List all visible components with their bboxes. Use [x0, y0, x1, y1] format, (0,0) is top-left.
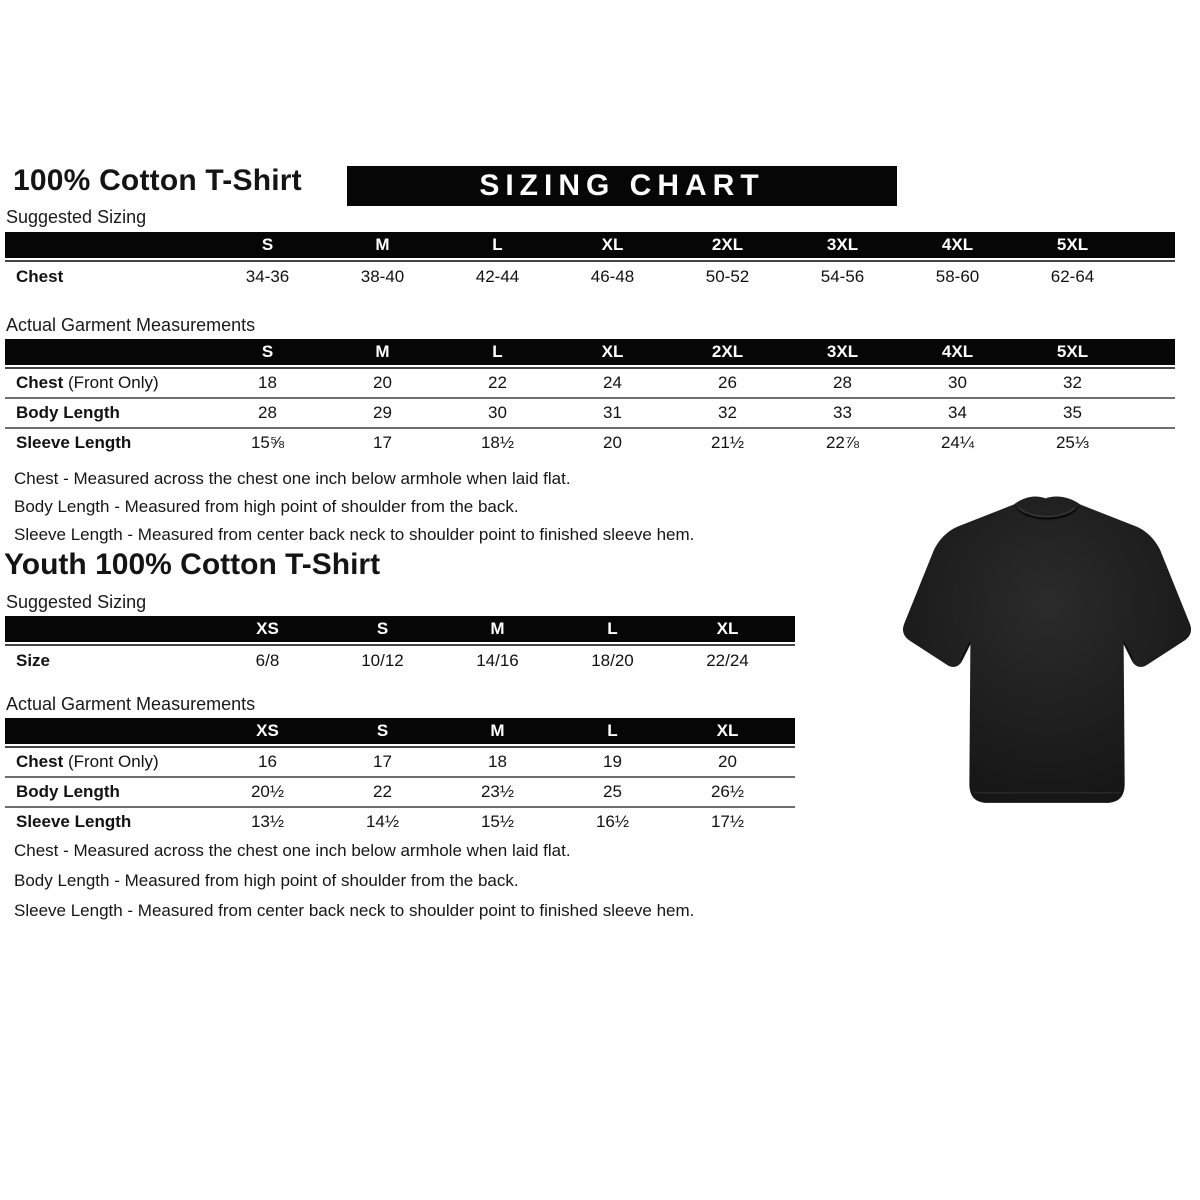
value-cell: 24: [603, 373, 622, 392]
adult-suggested-header-row: [5, 232, 1175, 258]
youth-suggested-header-row: [5, 616, 795, 642]
column-header-3xl: 3XL: [826, 235, 859, 254]
value-cell: 30: [948, 373, 967, 392]
column-header-xl: XL: [601, 235, 624, 254]
value-cell: 17: [373, 752, 392, 771]
column-header-s: S: [376, 721, 389, 740]
column-header-l: L: [607, 721, 618, 740]
value-cell: 32: [1063, 373, 1082, 392]
value-cell: 17½: [710, 812, 745, 831]
column-header-s: S: [261, 235, 274, 254]
column-header-m: M: [490, 721, 505, 740]
value-cell: 15⅝: [250, 433, 285, 452]
value-cell: 54-56: [820, 267, 865, 286]
row-label: Sleeve Length: [16, 812, 132, 831]
column-header-s: S: [376, 619, 389, 638]
note-chest-definition: Chest - Measured across the chest one inch below armhole when laid flat.: [14, 469, 571, 488]
value-cell: 42-44: [475, 267, 520, 286]
value-cell: 18½: [480, 433, 515, 452]
column-header-xs: XS: [256, 721, 279, 740]
value-cell: 15½: [480, 812, 515, 831]
value-cell: 21½: [710, 433, 745, 452]
youth-size-row: [5, 646, 795, 676]
adult-measurements-table: [5, 339, 1175, 457]
row-label: Body Length: [16, 403, 120, 422]
youth-suggested-sizing-label: Suggested Sizing: [6, 592, 147, 612]
adult-measurements-header-row: [5, 339, 1175, 365]
adult-measurements-label: Actual Garment Measurements: [6, 315, 256, 335]
row-label: Size: [16, 651, 51, 670]
youth-measurements-label: Actual Garment Measurements: [6, 694, 256, 714]
value-cell: 19: [603, 752, 622, 771]
value-cell: 14/16: [476, 651, 519, 670]
value-cell: 16: [258, 752, 277, 771]
note-sleeve-length-definition: Sleeve Length - Measured from center back neck to shoulder point to finished sleeve hem.: [14, 901, 695, 920]
tshirt-body-shape: [903, 497, 1191, 803]
value-cell: 28: [833, 373, 852, 392]
value-cell: 62-64: [1050, 267, 1095, 286]
value-cell: 17: [373, 433, 392, 452]
value-cell: 18: [258, 373, 277, 392]
value-cell: 32: [718, 403, 737, 422]
value-cell: 13½: [250, 812, 285, 831]
value-cell: 16½: [595, 812, 630, 831]
note-chest-definition: Chest - Measured across the chest one inch below armhole when laid flat.: [14, 841, 571, 860]
value-cell: 18/20: [591, 651, 634, 670]
note-body-length-definition: Body Length - Measured from high point of shoulder from the back.: [14, 871, 519, 890]
column-header-5xl: 5XL: [1056, 342, 1089, 361]
value-cell: 6/8: [255, 651, 280, 670]
adult-section-title: 100% Cotton T-Shirt: [13, 164, 302, 197]
value-cell: 22: [488, 373, 507, 392]
value-cell: 25⅓: [1055, 433, 1090, 452]
youth-measurements-header-row: [5, 718, 795, 744]
youth-section-title: Youth 100% Cotton T-Shirt: [4, 548, 381, 581]
value-cell: 38-40: [360, 267, 405, 286]
sizing-chart-banner: SIZING CHART: [347, 166, 897, 206]
value-cell: 33: [833, 403, 852, 422]
value-cell: 46-48: [590, 267, 635, 286]
value-cell: 20: [718, 752, 737, 771]
column-header-l: L: [492, 342, 503, 361]
column-header-2xl: 2XL: [711, 235, 744, 254]
black-tshirt-image: [893, 476, 1198, 811]
value-cell: 20: [373, 373, 392, 392]
value-cell: 20: [603, 433, 622, 452]
value-cell: 24¼: [940, 433, 975, 452]
value-cell: 25: [603, 782, 622, 801]
column-header-m: M: [375, 342, 390, 361]
value-cell: 22/24: [706, 651, 749, 670]
adult-chest-row: [5, 369, 1175, 397]
value-cell: 22: [373, 782, 392, 801]
adult-suggested-sizing-table: [5, 232, 1175, 292]
column-header-m: M: [375, 235, 390, 254]
column-header-s: S: [261, 342, 274, 361]
note-body-length-definition: Body Length - Measured from high point of shoulder from the back.: [14, 497, 519, 516]
column-header-5xl: 5XL: [1056, 235, 1089, 254]
value-cell: 58-60: [935, 267, 980, 286]
youth-measurement-notes: [14, 836, 694, 926]
column-header-l: L: [607, 619, 618, 638]
adult-measurement-notes: [14, 465, 694, 549]
column-header-xl: XL: [716, 619, 739, 638]
value-cell: 14½: [365, 812, 400, 831]
row-label: Chest (Front Only): [16, 752, 159, 771]
value-cell: 28: [258, 403, 277, 422]
column-header-3xl: 3XL: [826, 342, 859, 361]
value-cell: 34-36: [245, 267, 290, 286]
column-header-4xl: 4XL: [941, 235, 974, 254]
youth-body-length-row: [5, 776, 795, 806]
value-cell: 26: [718, 373, 737, 392]
row-label: Body Length: [16, 782, 120, 801]
column-header-l: L: [492, 235, 503, 254]
adult-sleeve-length-row: [5, 427, 1175, 457]
youth-suggested-sizing-table: [5, 616, 795, 676]
value-cell: 22⅞: [825, 433, 860, 452]
column-header-xs: XS: [256, 619, 279, 638]
value-cell: 20½: [250, 782, 285, 801]
value-cell: 31: [603, 403, 622, 422]
column-header-2xl: 2XL: [711, 342, 744, 361]
youth-sleeve-length-row: [5, 806, 795, 836]
youth-chest-row: [5, 748, 795, 776]
column-header-xl: XL: [716, 721, 739, 740]
adult-suggested-sizing-label: Suggested Sizing: [6, 207, 147, 227]
value-cell: 23½: [480, 782, 515, 801]
adult-chest-range-row: [5, 262, 1175, 292]
value-cell: 18: [488, 752, 507, 771]
column-header-m: M: [490, 619, 505, 638]
value-cell: 10/12: [361, 651, 404, 670]
value-cell: 34: [948, 403, 967, 422]
youth-measurements-table: [5, 718, 795, 836]
value-cell: 35: [1063, 403, 1082, 422]
value-cell: 30: [488, 403, 507, 422]
row-label: Chest (Front Only): [16, 373, 159, 392]
value-cell: 29: [373, 403, 392, 422]
value-cell: 26½: [710, 782, 745, 801]
column-header-xl: XL: [601, 342, 624, 361]
row-label: Chest: [16, 267, 64, 286]
row-label: Sleeve Length: [16, 433, 132, 452]
column-header-4xl: 4XL: [941, 342, 974, 361]
note-sleeve-length-definition: Sleeve Length - Measured from center back neck to shoulder point to finished sleeve hem.: [14, 525, 695, 544]
adult-body-length-row: [5, 397, 1175, 427]
value-cell: 50-52: [705, 267, 750, 286]
